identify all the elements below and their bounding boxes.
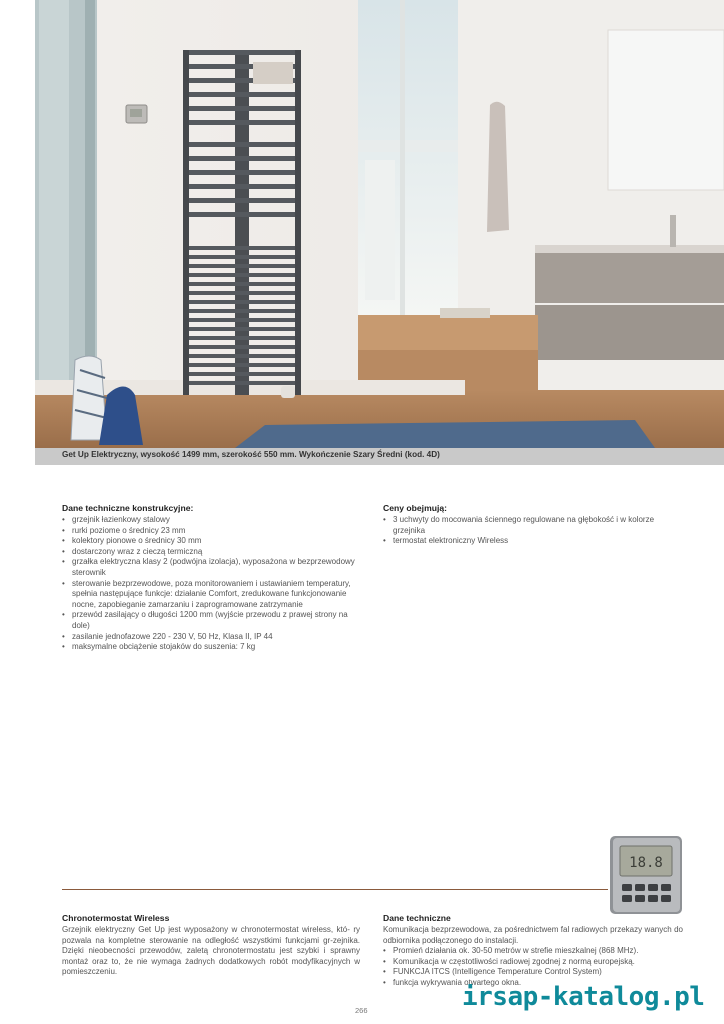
device-display-text: 18.8 — [629, 855, 663, 871]
construction-list — [62, 515, 360, 653]
chrono-title: Chronotermostat Wireless — [62, 913, 170, 923]
list-item: • Promień działania ok. 30-50 metrów w strefie mieszkalnej (868 MHz). — [383, 946, 683, 957]
construction-section — [62, 503, 360, 653]
photo-caption: Get Up Elektryczny, wysokość 1499 mm, szerokość 550 mm. Wykończenie Szary Średni (kod. 4D) — [62, 450, 440, 459]
list-item: • grzejnik łazienkowy stalowy — [62, 515, 360, 526]
list-item: • Komunikacja w częstotliwości radiowej zgodnej z normą europejską. — [383, 957, 683, 968]
list-item: • rurki poziome o średnicy 23 mm — [62, 526, 360, 537]
list-item: • dostarczony wraz z cieczą termiczną — [62, 547, 360, 558]
tech-text: Komunikacja bezprzewodowa, za pośrednictwem fal radiowych przekazy wanych do odbiornika podłączonego do instalacji. — [383, 925, 683, 945]
bathroom-photo — [35, 0, 724, 448]
list-item: • maksymalne obciążenie stojaków do suszenia: 7 kg — [62, 642, 360, 653]
tech-title: Dane techniczne — [383, 913, 451, 923]
list-item: • grzałka elektryczna klasy 2 (podwójna izolacja), wyposażona w bezprzewodowy sterownik — [62, 557, 360, 578]
list-item: • przewód zasilający o długości 1200 mm (wyjście przewodu z prawej strony na dole) — [62, 610, 360, 631]
construction-title: Dane techniczne konstrukcyjne: — [62, 503, 194, 513]
list-item: • kolektory pionowe o średnicy 30 mm — [62, 536, 360, 547]
divider — [62, 889, 608, 890]
list-item: • sterowanie bezprzewodowe, poza monitorowaniem i ustawianiem temperatury, spełnia następujące funkcje: działanie Comfort, zredukowane funkcjonowanie nocne, zapobieganie zamarzaniu i zaprogramowane zatrzymanie — [62, 579, 360, 611]
prices-title: Ceny obejmują: — [383, 503, 447, 513]
list-item: • zasilanie jednofazowe 220 - 230 V, 50 Hz, Klasa II, IP 44 — [62, 632, 360, 643]
watermark: irsap-katalog.pl — [462, 982, 705, 1012]
chrono-text: Grzejnik elektryczny Get Up jest wyposażony w chronotermostat wireless, któ- ry pozwala na kompletne sterowanie na odległość wszystkimi funkcjami gr-zejnika. Dzięki nieobecności przewodów, zaletą chronotermostatu jest szybki i sprawny montaż oraz to, że nie wymaga żadnych dodatkowych robót modyfikacyjnych w pomieszczeniu. — [62, 925, 360, 977]
list-item: • termostat elektroniczny Wireless — [383, 536, 685, 547]
tech-section — [383, 913, 683, 989]
chrono-section — [62, 913, 360, 978]
prices-section — [383, 503, 685, 547]
list-item: • 3 uchwyty do mocowania ściennego regulowane na głębokość i w kolorze grzejnika — [383, 515, 685, 536]
prices-list — [383, 515, 685, 547]
thermostat-device-image — [606, 834, 686, 916]
list-item: • funkcja wykrywania otwartego okna. — [383, 978, 683, 989]
list-item: • FUNKCJA ITCS (Intelligence Temperature Control System) — [383, 967, 683, 978]
page-number: 266 — [355, 1006, 368, 1015]
